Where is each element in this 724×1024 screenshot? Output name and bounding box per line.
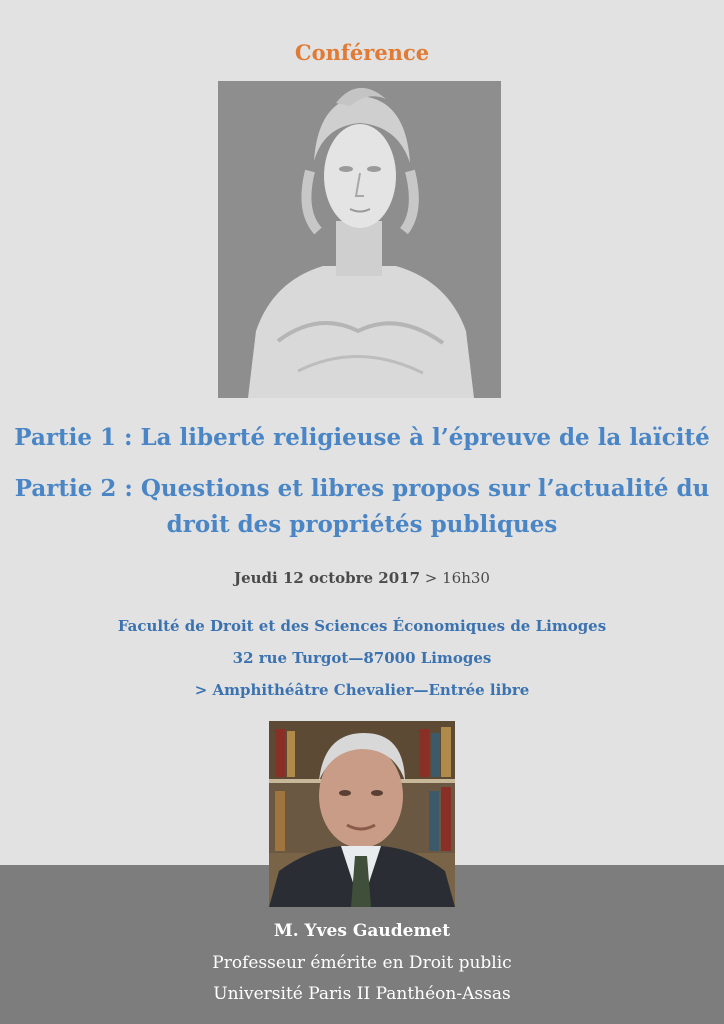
venue-institution: Faculté de Droit et des Sciences Économiques de Limoges [117, 617, 607, 635]
event-date: Jeudi 12 octobre 2017 [234, 569, 421, 587]
speaker-name: M. Yves Gaudemet [273, 921, 451, 941]
speaker-title: Professeur émérite en Droit public [212, 953, 512, 973]
speaker-affiliation: Université Paris II Panthéon-Assas [213, 984, 511, 1004]
speaker-portrait-photo [269, 721, 455, 907]
part-2-title [0, 471, 724, 543]
marble-bust-image [218, 81, 501, 398]
venue-room: > Amphithéâtre Chevalier—Entrée libre [194, 681, 530, 699]
venue-address: 32 rue Turgot—87000 Limoges [232, 649, 492, 667]
part-2-title-line-1: Partie 2 : Questions et libres propos sur l’actualité du [14, 475, 710, 502]
event-datetime [0, 569, 724, 587]
conference-heading: Conférence [294, 40, 430, 65]
part-1-title: Partie 1 : La liberté religieuse à l’épreuve de la laïcité [14, 424, 710, 451]
event-time: > 16h30 [420, 569, 490, 587]
part-2-title-line-2: droit des propriétés publiques [166, 511, 558, 538]
